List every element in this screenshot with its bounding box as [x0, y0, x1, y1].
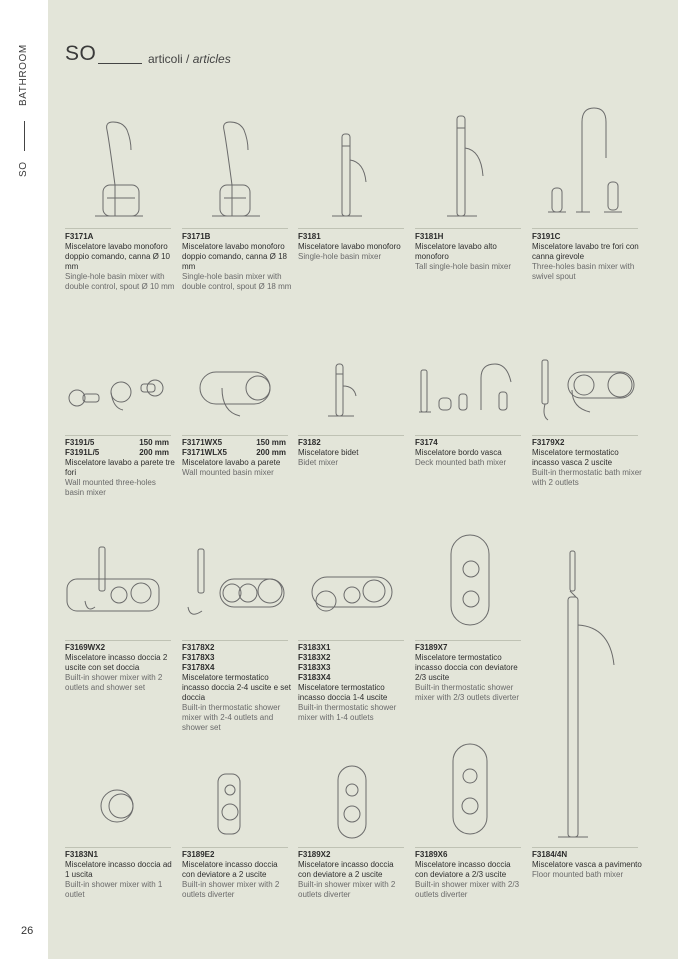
shower-plate-icon: [65, 535, 171, 640]
product-code: F3191/5 150 mm: [65, 438, 169, 447]
product-code: F3169WX2: [65, 643, 106, 652]
thermostatic-shower-knobs-icon: [298, 535, 404, 640]
product-code: F3183X3: [298, 663, 331, 672]
description-it: Miscelatore lavabo alto monoforo: [415, 242, 497, 261]
round-knob-icon: [65, 740, 171, 845]
description-it: Miscelatore incasso doccia con deviatore a 2 uscite: [182, 860, 278, 879]
title-underline: [98, 63, 142, 64]
thermostatic-bath-mixer-icon: [532, 330, 638, 435]
tall-basin-mixer-icon: [182, 100, 288, 225]
series-title: SO: [65, 42, 97, 65]
description-it: Miscelatore incasso doccia ad 1 uscita: [65, 860, 172, 879]
oval-plate-icon: [415, 740, 521, 845]
description-en: Built-in thermostatic shower mixer with 1-4 outlets: [298, 703, 397, 722]
description-it: Miscelatore termostatico incasso doccia 1-4 uscite: [298, 683, 388, 702]
product-code: F3183X1: [298, 643, 331, 652]
product-code: F3189X2: [298, 850, 331, 859]
page-number: 26: [21, 925, 34, 937]
description-it: Miscelatore incasso doccia 2 uscite con set doccia: [65, 653, 168, 672]
description-it: Miscelatore bordo vasca: [415, 448, 502, 457]
description-en: Built-in shower mixer with 2/3 outlets diverter: [415, 880, 520, 899]
product-code: F3178X2: [182, 643, 215, 652]
rounded-plate-icon: [182, 740, 288, 845]
description-it: Miscelatore lavabo a parete: [182, 458, 281, 467]
sidebar-series: SO: [18, 161, 29, 177]
product-code: F3191L/5 200 mm: [65, 448, 169, 457]
product-code: F3179X2: [532, 438, 565, 447]
product-code: F3191C: [532, 232, 561, 241]
description-en: Built-in shower mixer with 1 outlet: [65, 880, 163, 899]
description-it: Miscelatore lavabo monoforo: [298, 242, 401, 251]
description-it: Miscelatore termostatico incasso doccia con deviatore 2/3 uscite: [415, 653, 518, 682]
description-en: Wall mounted three-holes basin mixer: [65, 478, 156, 497]
product-code: F3174: [415, 438, 438, 447]
product-code: F3171WLX5 200 mm: [182, 448, 286, 457]
section-title-it: articoli: [148, 52, 183, 66]
oval-plate-small-icon: [298, 740, 404, 845]
product-code: F3181H: [415, 232, 444, 241]
description-en: Built-in shower mixer with 2 outlets diverter: [298, 880, 396, 899]
section-title: [148, 52, 231, 66]
description-it: Miscelatore bidet: [298, 448, 359, 457]
description-it: Miscelatore lavabo monoforo doppio comando, canna Ø 10 mm: [65, 242, 170, 271]
description-en: Three-holes basin mixer with swivel spout: [532, 262, 635, 281]
basin-mixer-icon: [298, 100, 404, 225]
deck-bath-mixer-icon: [415, 330, 521, 435]
product-code: F3181: [298, 232, 321, 241]
product-code: F3178X4: [182, 663, 215, 672]
wall-basin-mixer-icon: [182, 330, 288, 435]
tall-single-mixer-icon: [415, 100, 521, 225]
description-en: Built-in thermostatic bath mixer with 2 outlets: [532, 468, 642, 487]
product-code: F3183X2: [298, 653, 331, 662]
sidebar: [0, 0, 48, 959]
product-code: F3182: [298, 438, 321, 447]
section-title-en: articles: [192, 52, 231, 66]
description-en: Tall single-hole basin mixer: [415, 262, 512, 271]
product-code: F3184/4N: [532, 850, 568, 859]
description-en: Single-hole basin mixer with double control, spout Ø 10 mm: [65, 272, 175, 291]
product-code: F3171A: [65, 232, 94, 241]
description-it: Miscelatore termostatico incasso vasca 2 uscite: [532, 448, 619, 467]
product-code: F3178X3: [182, 653, 215, 662]
product-code: F3183N1: [65, 850, 98, 859]
tall-basin-mixer-icon: [65, 100, 171, 225]
product-code: F3171B: [182, 232, 211, 241]
description-en: Built-in thermostatic shower mixer with 2/3 outlets diverter: [415, 683, 520, 702]
description-en: Built-in thermostatic shower mixer with 2-4 outlets and shower set: [182, 703, 281, 732]
product-code: F3183X4: [298, 673, 331, 682]
description-it: Miscelatore lavabo monoforo doppio comando, canna Ø 18 mm: [182, 242, 287, 271]
description-en: Wall mounted basin mixer: [182, 468, 274, 477]
wall-three-hole-mixer-icon: [65, 330, 171, 435]
thermostatic-shower-set-icon: [182, 535, 288, 640]
oval-plate-icon: [415, 535, 521, 640]
description-it: Miscelatore incasso doccia con deviatore a 2/3 uscite: [415, 860, 511, 879]
product-code: F3189X7: [415, 643, 448, 652]
product-code: F3189X6: [415, 850, 448, 859]
description-en: Floor mounted bath mixer: [532, 870, 624, 879]
bidet-mixer-icon: [298, 330, 404, 435]
sidebar-category: BATHROOM: [18, 44, 29, 106]
description-en: Bidet mixer: [298, 458, 339, 467]
sidebar-divider: [24, 121, 25, 151]
product-code: F3171WX5 150 mm: [182, 438, 286, 447]
description-it: Miscelatore lavabo tre fori con canna girevole: [532, 242, 639, 261]
description-it: Miscelatore incasso doccia con deviatore a 2 uscite: [298, 860, 394, 879]
description-en: Built-in shower mixer with 2 outlets and shower set: [65, 673, 163, 692]
description-en: Deck mounted bath mixer: [415, 458, 507, 467]
description-en: Single-hole basin mixer: [298, 252, 382, 261]
description-it: Miscelatore vasca a pavimento: [532, 860, 642, 869]
description-it: Miscelatore lavabo a parete tre fori: [65, 458, 175, 477]
description-it: Miscelatore termostatico incasso doccia 2-4 uscite e set doccia: [182, 673, 291, 702]
product-code: F3189E2: [182, 850, 215, 859]
section-title-slash: /: [186, 52, 190, 66]
description-en: Built-in shower mixer with 2 outlets diverter: [182, 880, 280, 899]
floor-bath-mixer-icon: [532, 535, 638, 843]
description-en: Single-hole basin mixer with double control, spout Ø 18 mm: [182, 272, 292, 291]
three-hole-mixer-icon: [532, 100, 638, 225]
